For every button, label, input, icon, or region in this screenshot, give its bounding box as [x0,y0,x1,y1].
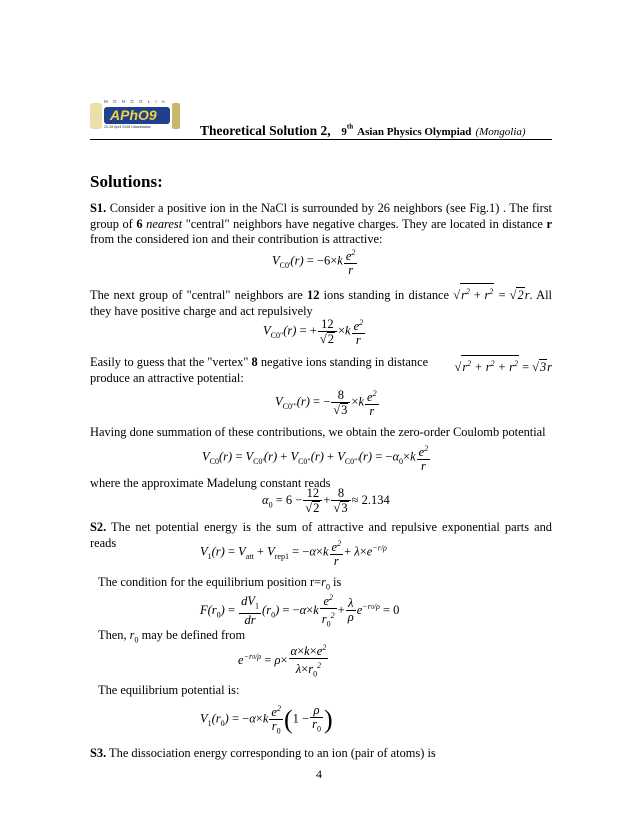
s1-paragraph-4: Having done summation of these contributions, we obtain the zero-order Coulomb potential [90,425,546,439]
s1-label: S1. [90,201,107,215]
olympiad-host: (Mongolia) [475,126,526,138]
equation-equilibrium-potential: $V_1(r_0) = -\alpha\times k$ $\frac{e^2}{r_0}$ (1 − $\frac{\rho}{r_0}$ ) [200,703,333,736]
logo-text: APhO9 [110,107,157,123]
olympiad-logo [90,101,180,131]
s1-paragraph-1: S1. Consider a positive ion in the NaCl is surrounded by 26 neighbors (see Fig.1) . The first group of 6 nearest "central" neighbors have negative charges. They are located in distance r from the considered ion and their contribution is attractive: [90,201,552,246]
s2-paragraph-2: The condition for the equilibrium position $r=r_0$ is [98,575,342,592]
equation-zero-order-coulomb: $V_{C0}(r) = V_{C0'}(r) + V_{C0"}(r) + V_{C0"'}(r) = -\alpha_0\times k$ $\frac{e^2}{r}$ [202,444,429,474]
s1-paragraph-2: The next group of "central" neighbors are 12 ions standing in distance $√r^2 + r^2 = √2r$. All they have positive charge and act repulsively [90,283,552,319]
equation-r0-definition: $e^{-r0/\rho} = \rho\times$ $\frac{\alpha\times k\times e^2}{\lambda\times r_0^2}$ [238,643,327,679]
madelung-value: 2.134 [361,492,390,507]
logo-badge [104,107,170,124]
equation-vertex-potential: $V_{C0"'}(r)$ = − $\frac{8}{√3}$ ×k $\frac{e^2}{r}$ [275,387,377,419]
s2-paragraph-3: Then, $r_0$ may be defined from [98,628,246,645]
header-title: Theoretical Solution 2, [200,123,331,138]
s2-label: S2. [90,520,107,534]
equation-madelung-constant: $\alpha_0 = 6$ − $\frac{12}{√2}$ + $\frac{8}{√3}$ ≈ 2.134 [262,486,390,515]
logo-dates: 20-28 April 2008 Ulaanbaatar [104,125,151,129]
equation-central-potential: $V_{C0'}(r) = -6\times k$ $\frac{e^2}{r}$ [272,248,356,278]
s1-paragraph-5: where the approximate Madelung constant reads [90,476,331,490]
page-number: 4 [316,767,322,781]
olympiad-name: Asian Physics Olympiad [357,126,472,138]
equation-net-potential: $V_1(r) = V_{att} + V_{rep1} = -\alpha\times k$ $\frac{e^2}{r}$ + $\lambda\times e^{-r/\rho}$ [200,539,387,569]
olympiad-ordinal: 9 [341,126,347,138]
header-title-line [200,122,526,140]
equation-equilibrium-condition: $F(r_0)$ = $\frac{dV_1}{dr}$ $(r_0) = -\alpha\times k$ $\frac{e^2}{r_0^2}$ + $\frac{\lambda}{\rho}$ $e^{-r0/\rho} = 0$ [200,593,400,629]
s3-paragraph-1: S3. The dissociation energy corresponding to an ion (pair of atoms) is [90,746,436,760]
logo-left-emblem [90,103,102,129]
section-title: Solutions: [90,172,163,191]
olympiad-ordinal-suffix: th [346,122,354,131]
s3-label: S3. [90,746,107,760]
header-rule [90,139,552,140]
s1-paragraph-3: Easily to guess that the "vertex" 8 negative ions standing in distance $√r^2 + r^2 + r^2 = √3r$ produce an attractive potential: [90,355,552,385]
logo-country: M O N G O L I A [104,99,167,104]
equation-second-neighbor-potential: $V_{C0"}(r)$ = + $\frac{12}{√2}$ ×k $\frac{e^2}{r}$ [263,316,364,348]
s2-paragraph-1: S2. The net potential energy is the sum of attractive and repulsive exponential parts and reads [90,520,552,550]
s2-paragraph-4: The equilibrium potential is: [98,683,240,697]
